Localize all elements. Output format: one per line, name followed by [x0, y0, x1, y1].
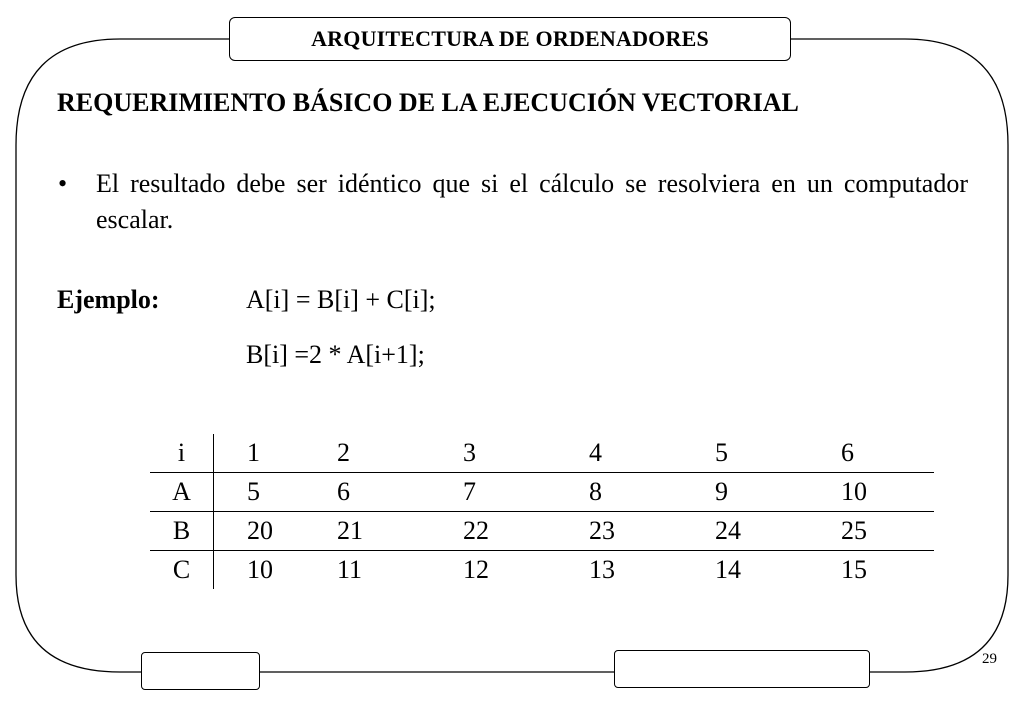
footer-box-left	[141, 652, 260, 690]
table-row	[150, 473, 934, 512]
page-number: 29	[982, 651, 997, 667]
table-cell: 5	[214, 473, 305, 512]
table-cell: 9	[682, 473, 808, 512]
slide-title: REQUERIMIENTO BÁSICO DE LA EJECUCIÓN VECTORIAL	[57, 88, 799, 117]
table-cell: 22	[430, 512, 556, 551]
row-label: A	[150, 473, 214, 512]
example-label: Ejemplo:	[57, 285, 160, 314]
table-cell: 7	[430, 473, 556, 512]
table-row	[150, 512, 934, 551]
table-cell: 4	[556, 434, 682, 473]
table-cell: 2	[304, 434, 430, 473]
table-cell: 14	[715, 555, 741, 584]
code-line: B[i] =2 * A[i+1];	[246, 340, 425, 369]
bullet-item	[58, 166, 968, 238]
table-cell: 13	[589, 555, 615, 584]
values-table	[150, 434, 934, 589]
table-cell: 21	[304, 512, 430, 551]
table-header-row	[150, 434, 934, 473]
table-cell: 11	[337, 555, 363, 584]
row-label: C	[150, 551, 214, 590]
table-cell: 12	[463, 555, 489, 584]
row-label: i	[150, 434, 214, 473]
header-title	[229, 17, 791, 61]
table-cell: 6	[808, 434, 934, 473]
table-cell: 1	[214, 434, 305, 473]
row-label: B	[150, 512, 214, 551]
table-cell: 8	[556, 473, 682, 512]
table-cell: 5	[682, 434, 808, 473]
table-cell: 3	[430, 434, 556, 473]
bullet-text: El resultado debe ser idéntico que si el cálculo se resolviera en un computador escalar.	[96, 169, 968, 234]
table-cell: 25	[808, 512, 934, 551]
table-cell: 15	[841, 555, 867, 584]
table-cell: 24	[682, 512, 808, 551]
table-cell: 10	[247, 555, 273, 584]
table-cell: 20	[214, 512, 305, 551]
bullet-symbol: •	[58, 169, 68, 198]
header-title-text: ARQUITECTURA DE ORDENADORES	[311, 26, 709, 51]
table-cell: 10	[808, 473, 934, 512]
footer-box-right	[614, 650, 870, 688]
table-row	[150, 551, 934, 590]
table-cell: 6	[304, 473, 430, 512]
code-line: A[i] = B[i] + C[i];	[246, 285, 436, 314]
table-cell: 23	[556, 512, 682, 551]
